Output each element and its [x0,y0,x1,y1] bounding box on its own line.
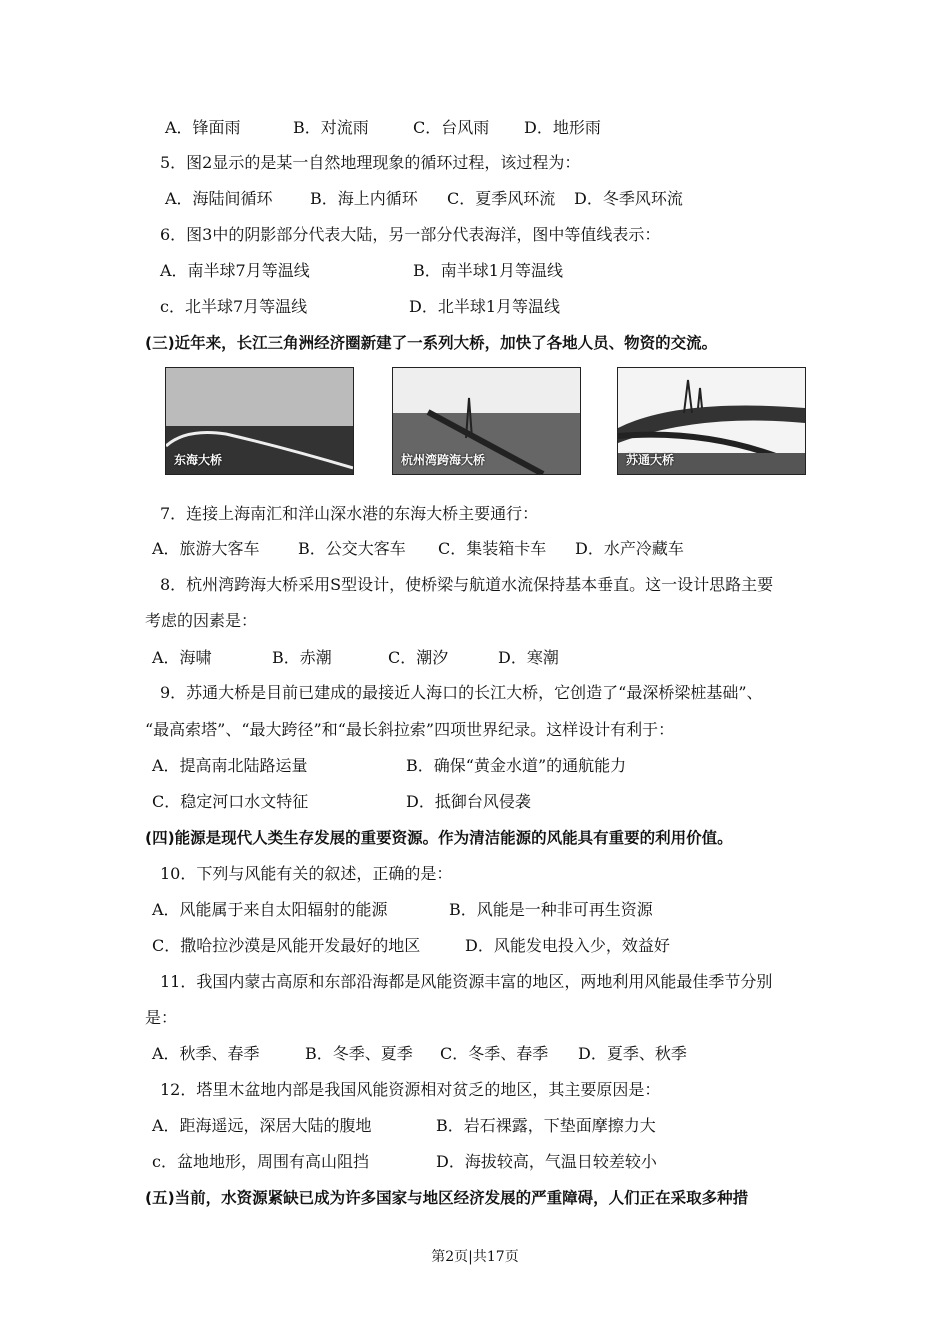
q12-option-d: D．海拔较高，气温日较差较小 [436,1152,657,1171]
q11-option-d: D．夏季、秋季 [578,1044,687,1063]
q4-option-a: A．锋面雨 [165,118,241,137]
photo-caption: 东海大桥 [174,453,223,467]
q7-stem: 7．连接上海南汇和洋山深水港的东海大桥主要通行： [160,504,539,523]
q5-option-c: C．夏季风环流 [447,189,556,208]
page-footer: 第2页|共17页 [431,1249,519,1265]
q12-option-c: c．盆地地形，周围有高山阻挡 [152,1152,369,1171]
q5-option-b: B．海上内循环 [310,189,418,208]
q8-option-a: A．海啸 [152,648,212,667]
q8-option-b: B．赤潮 [272,648,332,667]
q4-option-c: C．台风雨 [413,118,490,137]
q8-option-d: D．寒潮 [498,648,559,667]
q5-option-d: D．冬季风环流 [574,189,683,208]
q9-stem-line2: “最高索塔”、“最大跨径”和“最长斜拉索”四项世界纪录。这样设计有利于： [145,720,675,739]
q6-option-b: B．南半球1月等温线 [413,261,563,280]
q9-option-b: B．确保“黄金水道”的通航能力 [406,756,627,775]
q10-option-c: C．撒哈拉沙漠是风能开发最好的地区 [152,936,421,955]
q6-option-c: c．北半球7月等温线 [160,297,308,316]
q10-stem: 10．下列与风能有关的叙述，正确的是： [160,864,453,883]
q11-option-b: B．冬季、夏季 [305,1044,413,1063]
q4-option-b: B．对流雨 [293,118,369,137]
q11-stem-line2: 是： [145,1008,178,1027]
q5-stem: 5．图2显示的是某一自然地理现象的循环过程，该过程为： [160,153,581,172]
q7-option-b: B．公交大客车 [298,539,406,558]
section-5-heading: (五)当前，水资源紧缺已成为许多国家与地区经济发展的严重障碍，人们正在采取多种措 [145,1189,749,1207]
q12-stem: 12．塔里木盆地内部是我国风能资源相对贫乏的地区，其主要原因是： [160,1080,661,1099]
q12-option-b: B．岩石裸露，下垫面摩擦力大 [436,1116,656,1135]
q4-option-d: D．地形雨 [524,118,601,137]
q9-stem-line1: 9．苏通大桥是目前已建成的最接近人海口的长江大桥，它创造了“最深桥梁桩基础”、 [160,683,763,702]
q9-option-c: C．稳定河口水文特征 [152,792,309,811]
q12-option-a: A．距海遥远，深居大陆的腹地 [152,1116,372,1135]
q6-option-d: D．北半球1月等温线 [409,297,561,316]
photo-donghai-bridge [165,367,354,475]
q11-option-a: A．秋季、春季 [152,1044,260,1063]
q7-option-c: C．集装箱卡车 [438,539,547,558]
q8-option-c: C．潮汐 [388,648,449,667]
section-4-heading: (四)能源是现代人类生存发展的重要资源。作为清洁能源的风能具有重要的利用价值。 [145,829,733,847]
photo-sutong-bridge [617,367,806,475]
q10-option-b: B．风能是一种非可再生资源 [449,900,653,919]
section-3-heading: (三)近年来，长江三角洲经济圈新建了一系列大桥，加快了各地人员、物资的交流。 [145,334,718,352]
q11-option-c: C．冬季、春季 [440,1044,549,1063]
photo-caption: 苏通大桥 [626,453,675,467]
photo-hangzhou-bay-bridge [392,367,581,475]
q9-option-a: A．提高南北陆路运量 [152,756,308,775]
q7-option-d: D．水产冷藏车 [575,539,684,558]
q7-option-a: A．旅游大客车 [152,539,260,558]
q10-option-d: D．风能发电投入少，效益好 [465,936,670,955]
q11-stem-line1: 11．我国内蒙古高原和东部沿海都是风能资源丰富的地区，两地利用风能最佳季节分别 [160,972,773,991]
q9-option-d: D．抵御台风侵袭 [406,792,531,811]
photo-caption: 杭州湾跨海大桥 [401,453,486,467]
q8-stem-line1: 8．杭州湾跨海大桥采用S型设计，使桥梁与航道水流保持基本垂直。这一设计思路主要 [160,575,774,594]
q6-option-a: A．南半球7月等温线 [160,261,310,280]
q6-stem: 6．图3中的阴影部分代表大陆，另一部分代表海洋，图中等值线表示： [160,225,661,244]
q10-option-a: A．风能属于来自太阳辐射的能源 [152,900,388,919]
q8-stem-line2: 考虑的因素是： [145,611,258,630]
q5-option-a: A．海陆间循环 [165,189,273,208]
